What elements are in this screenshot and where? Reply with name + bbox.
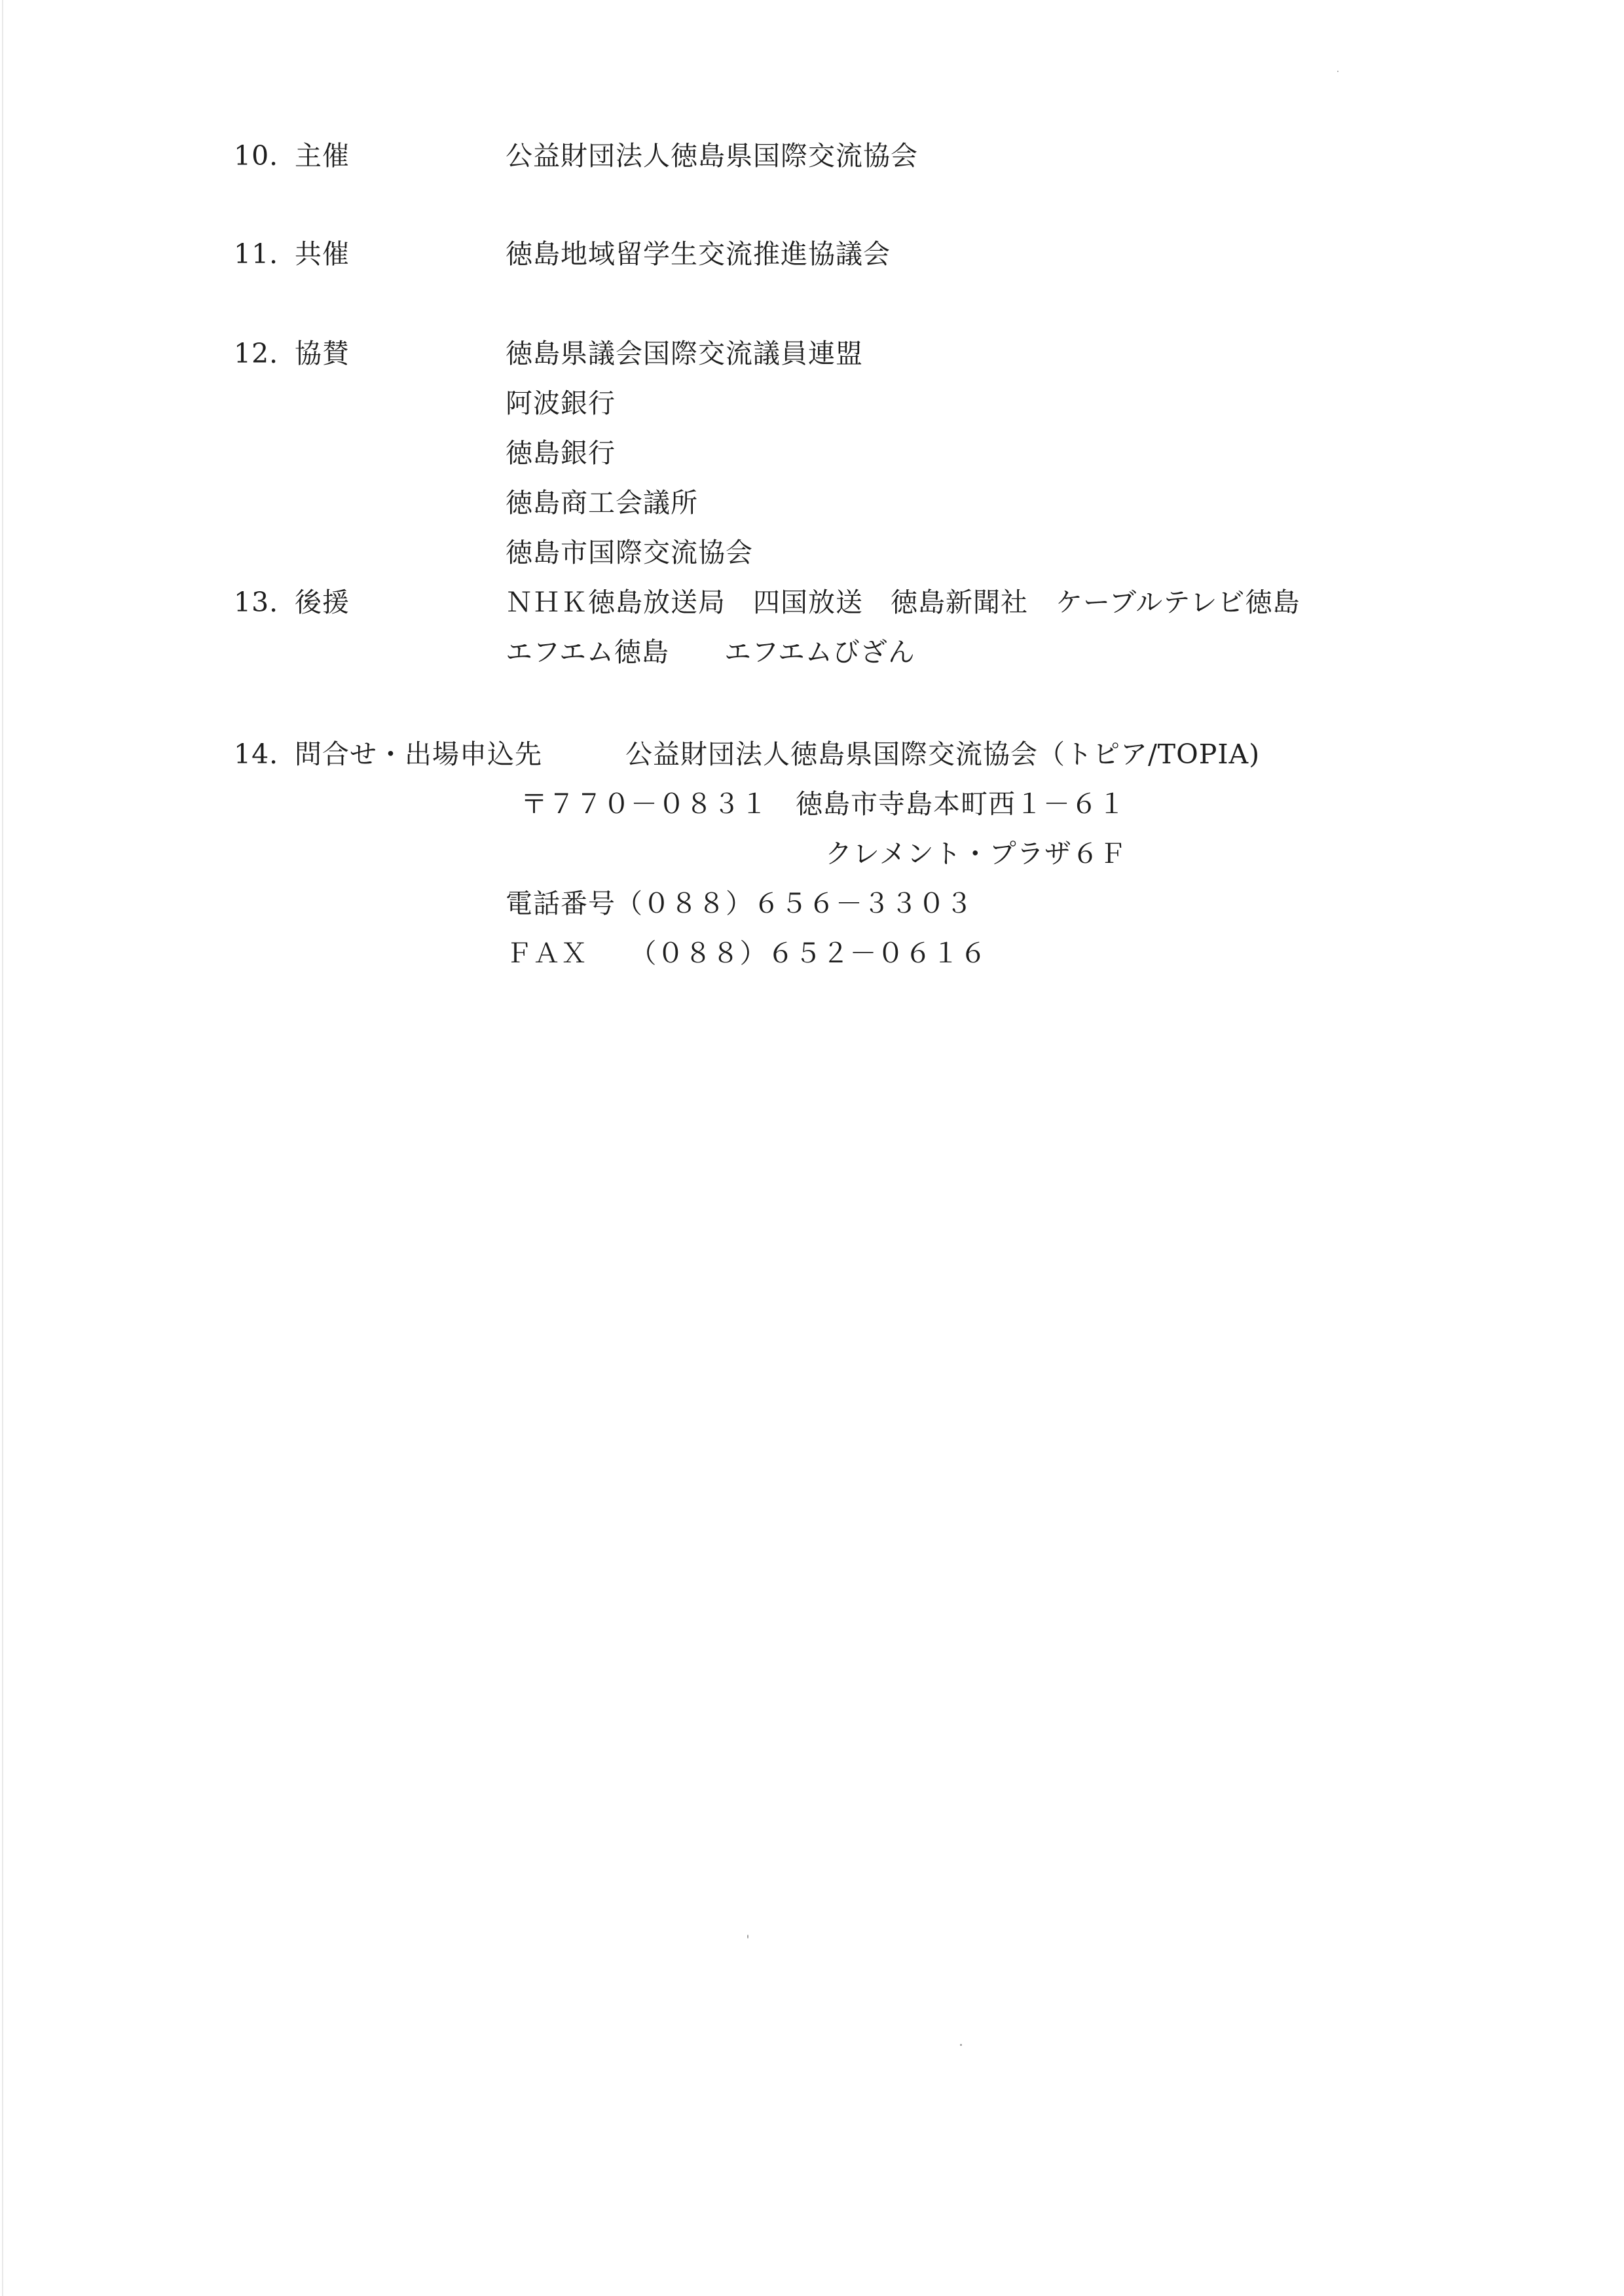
section-12-sponsor-2: 阿波銀行 — [506, 388, 616, 419]
section-11-value: 徳島地域留学生交流推進協議会 — [506, 238, 891, 270]
section-10-label: 主催 — [295, 140, 350, 172]
section-12-sponsor-5: 徳島市国際交流協会 — [506, 537, 753, 568]
section-12-sponsor-4: 徳島商工会議所 — [506, 487, 698, 519]
section-12-label: 協賛 — [295, 338, 350, 369]
contact-building: クレメント・プラザ６Ｆ — [825, 838, 1127, 869]
section-14-number: 14. — [234, 738, 279, 770]
contact-postal-address: 〒７７０－０８３１ 徳島市寺島本町西１－６１ — [521, 788, 1126, 820]
section-12-sponsor-3: 徳島銀行 — [506, 437, 616, 469]
section-13-supporters-line-1: ＮＨＫ徳島放送局 四国放送 徳島新聞社 ケーブルテレビ徳島 — [506, 587, 1301, 618]
section-12-number: 12. — [234, 338, 279, 369]
section-13-number: 13. — [234, 587, 279, 618]
section-11-label: 共催 — [295, 238, 350, 270]
contact-organization: 公益財団法人徳島県国際交流協会（トピア/TOPIA) — [625, 738, 1261, 770]
scan-speck — [960, 2044, 962, 2046]
section-10-number: 10. — [234, 140, 279, 172]
scan-edge-line — [2, 0, 3, 2296]
scan-speck — [747, 1935, 748, 1939]
section-14-label: 問合せ・出場申込先 — [295, 738, 542, 770]
section-12-sponsor-1: 徳島県議会国際交流議員連盟 — [506, 338, 863, 369]
section-13-supporters-line-2: エフエム徳島 エフエムびざん — [506, 636, 915, 668]
section-13-label: 後援 — [295, 587, 350, 618]
section-10-value: 公益財団法人徳島県国際交流協会 — [506, 140, 918, 172]
scan-speck — [1337, 71, 1338, 72]
contact-fax: ＦＡＸ （０８８）６５２－０６１６ — [506, 938, 987, 969]
section-11-number: 11. — [234, 238, 279, 270]
contact-phone: 電話番号（０８８）６５６－３３０３ — [506, 888, 973, 919]
